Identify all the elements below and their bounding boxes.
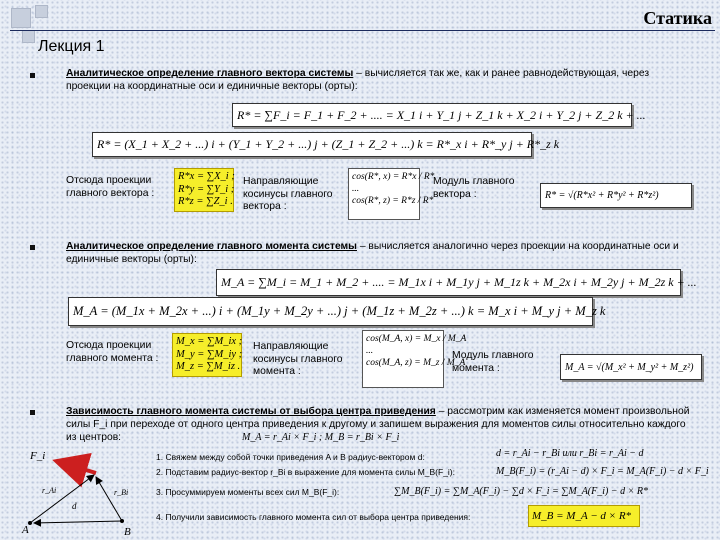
section2-cos-label: Направляющие косинусы главного момента :: [253, 341, 343, 377]
section2-mod-label: Модуль главного момента :: [452, 350, 534, 374]
bullet-section-2: [30, 245, 35, 250]
section2-heading: [66, 240, 686, 266]
page-title: Статика: [643, 8, 712, 28]
section1-proj-x: R*x = ∑X_i ;: [178, 171, 235, 182]
section2-proj-y: M_y = ∑M_iy ;: [176, 348, 243, 360]
ra-vector: [30, 475, 94, 523]
step-1: 1. Свяжем между собой точки приведения A и B радиус-вектором d:: [156, 452, 425, 462]
section1-cos-z: cos(R*, z) = R*z / R*: [352, 196, 434, 206]
section3-heading-bold: Зависимость главного момента системы от выбора центра приведения: [66, 406, 436, 417]
d-vector: [34, 521, 122, 523]
section2-proj-box: [172, 333, 242, 377]
step-2: 2. Подставим радиус-вектор r_Bi в выражение для момента силы M_B(F_i):: [156, 467, 455, 477]
section2-cos-z: cos(M_A, z) = M_z / M_A: [366, 358, 466, 368]
decor-square-small: [35, 5, 48, 18]
header-rule: [10, 30, 715, 31]
section2-proj-label: Отсюда проекции главного момента :: [66, 340, 159, 364]
step-4-result-box: M_B = M_A − d × R*: [528, 505, 640, 527]
section2-cos-x: cos(M_A, x) = M_x / M_A: [366, 334, 467, 344]
label-b: B: [124, 526, 131, 538]
section1-proj-z: R*z = ∑Z_i .: [178, 196, 233, 208]
label-rb: r_Bi: [114, 488, 129, 497]
section1-proj-label: Отсюда проекции главного вектора :: [66, 175, 155, 199]
section1-mod-label: Модуль главного вектора :: [433, 176, 515, 200]
section1-formula2: R* = (X_1 + X_2 + ...) i + (Y_1 + Y_2 + ...) j + (Z_1 + Z_2 + ...) k = R*_x i + R*_y j + R*_z k: [92, 132, 532, 157]
section2-heading-bold: Аналитическое определение главного момента системы: [66, 241, 357, 252]
bullet-section-3: [30, 410, 35, 415]
section1-proj-y: R*y = ∑Y_i ;: [178, 183, 235, 195]
section2-cos-y: ...: [366, 346, 374, 356]
lecture-label: Лекция 1: [38, 38, 105, 55]
section2-formula1: M_A = ∑M_i = M_1 + M_2 + .... = M_1x i + M_1y j + M_1z k + M_2x i + M_2y j + M_2z k + ...: [216, 269, 681, 296]
step-3-formula: ∑M_B(F_i) = ∑M_A(F_i) − ∑d × F_i = ∑M_A(F_i) − d × R*: [394, 486, 648, 497]
section3-heading-rest: – рассмотрим как изменяется момент произвольной силы F_i при переходе от одного центра приведения к другому и запишем выражения для моментов силы относительно каждого из центров:: [66, 406, 690, 443]
decor-square-large: [11, 8, 31, 28]
section2-heading-rest: – вычисляется аналогично через проекции на координатные оси и единичные векторы (орты):: [66, 241, 679, 265]
section1-formula1: R* = ∑F_i = F_1 + F_2 + .... = X_1 i + Y_1 j + Z_1 k + X_2 i + Y_2 j + Z_2 k + ...: [232, 103, 632, 127]
section3-mini-formula: M_A = r_Ai × F_i ; M_B = r_Bi × F_i: [242, 432, 400, 443]
point-b: [120, 519, 124, 523]
section1-heading-rest: – вычисляется так же, как и ранее равнодействующая, через проекции на координатные оси и единичные векторы (орты):: [66, 68, 650, 92]
step-1-formula: d = r_Ai − r_Bi или r_Bi = r_Ai − d: [496, 448, 644, 459]
label-ra: r_Ai: [42, 486, 57, 495]
section1-cos-y: ...: [352, 184, 360, 194]
label-force: F_i: [30, 450, 46, 462]
section1-mod-formula: R* = √(R*x² + R*y² + R*z²): [540, 183, 692, 208]
label-d: d: [72, 501, 77, 511]
step-3: 3. Просуммируем моменты всех сил M_B(F_i):: [156, 487, 340, 497]
section2-formula2: M_A = (M_1x + M_2x + ...) i + (M_1y + M_2y + ...) j + (M_1z + M_2z + ...) k = M_x i + M_y j + M_z k: [68, 297, 593, 326]
rb-vector: [96, 477, 122, 521]
section2-mod-formula: M_A = √(M_x² + M_y² + M_z²): [560, 354, 702, 380]
label-a: A: [22, 524, 29, 536]
step-4: 4. Получили зависимость главного момента сил от выбора центра приведения:: [156, 512, 471, 522]
section2-proj-x: M_x = ∑M_ix ;: [176, 336, 243, 347]
section1-proj-box: [174, 168, 234, 212]
step-2-formula: M_B(F_i) = (r_Ai − d) × F_i = M_A(F_i) − d × F_i: [496, 466, 709, 477]
decor-square-small-lower: [22, 30, 35, 43]
section1-heading: [66, 67, 696, 93]
section2-proj-z: M_z = ∑M_iz .: [176, 361, 241, 373]
force-diagram: [16, 445, 156, 537]
section1-heading-bold: Аналитическое определение главного вектора системы: [66, 68, 354, 79]
section2-cos-box: [362, 330, 467, 388]
force-fi-arrow: [56, 461, 96, 473]
bullet-section-1: [30, 73, 35, 78]
section1-cos-x: cos(R*, x) = R*x / R*: [352, 172, 435, 182]
section1-cos-label: Направляющие косинусы главного вектора :: [243, 176, 333, 212]
section1-cos-box: [348, 168, 435, 220]
